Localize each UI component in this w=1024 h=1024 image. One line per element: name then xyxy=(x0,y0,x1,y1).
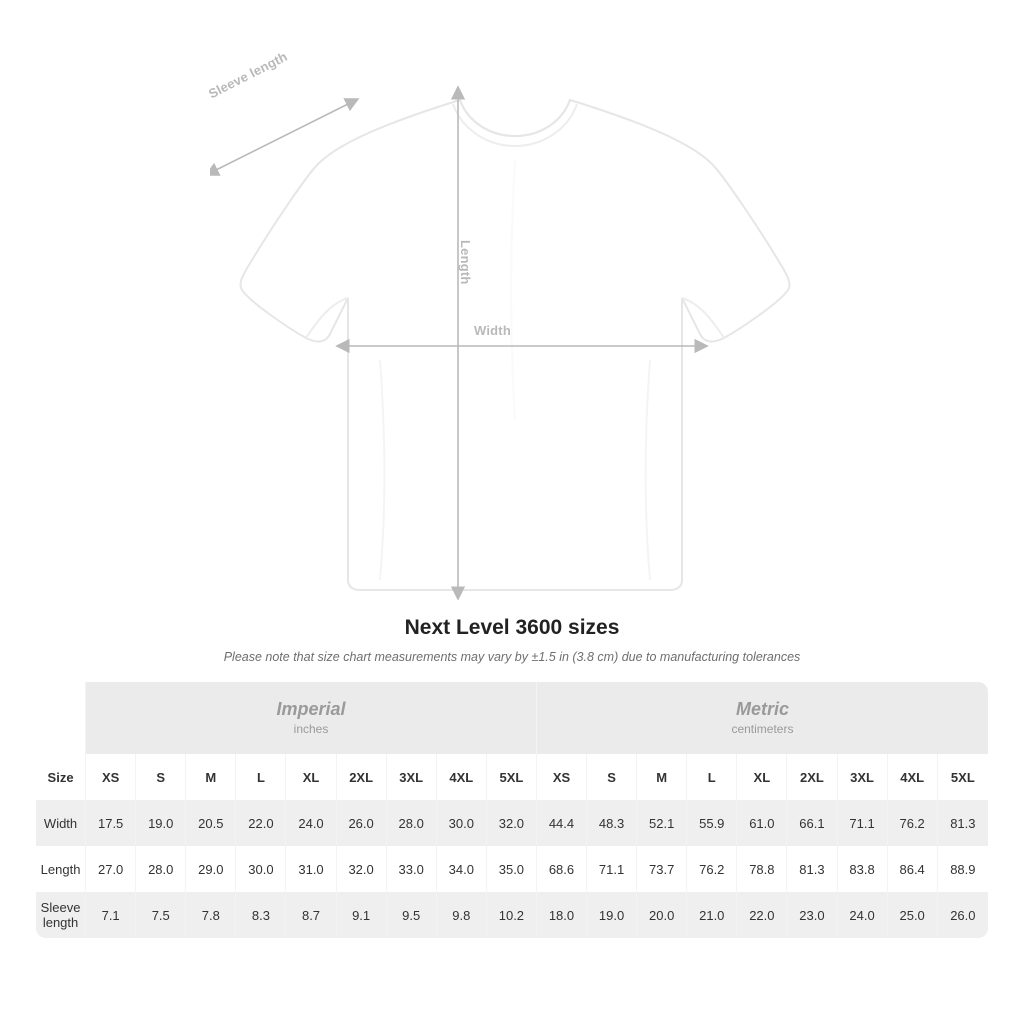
system-header-imperial xyxy=(86,682,537,754)
size-header-metric-2xl: 2XL xyxy=(787,754,837,800)
cell-width-metric-l: 55.9 xyxy=(687,800,737,846)
size-header-metric-l: L xyxy=(687,754,737,800)
cell-length-imperial-m: 29.0 xyxy=(186,846,236,892)
cell-width-imperial-xl: 24.0 xyxy=(286,800,336,846)
cell-length-metric-xl: 78.8 xyxy=(737,846,787,892)
size-header-imperial-m: M xyxy=(186,754,236,800)
cell-width-imperial-m: 20.5 xyxy=(186,800,236,846)
cell-length-imperial-l: 30.0 xyxy=(236,846,286,892)
system-unit-imperial: inches xyxy=(293,721,329,736)
row-label-sleeve-length: Sleeve length xyxy=(36,892,86,938)
size-header-metric-m: M xyxy=(637,754,687,800)
cell-sleeve-imperial-2xl: 9.1 xyxy=(337,892,387,938)
size-header-imperial-4xl: 4XL xyxy=(437,754,487,800)
sleeve-length-dimension-label: Sleeve length xyxy=(206,48,290,102)
cell-sleeve-imperial-5xl: 10.2 xyxy=(487,892,537,938)
size-header-imperial-s: S xyxy=(136,754,186,800)
cell-length-imperial-xl: 31.0 xyxy=(286,846,336,892)
cell-sleeve-metric-xl: 22.0 xyxy=(737,892,787,938)
size-header-metric-xl: XL xyxy=(737,754,787,800)
cell-length-metric-m: 73.7 xyxy=(637,846,687,892)
cell-width-metric-3xl: 71.1 xyxy=(838,800,888,846)
cell-length-metric-l: 76.2 xyxy=(687,846,737,892)
size-header-imperial-xl: XL xyxy=(286,754,336,800)
cell-length-imperial-2xl: 32.0 xyxy=(337,846,387,892)
cell-width-imperial-4xl: 30.0 xyxy=(437,800,487,846)
tolerance-note: Please note that size chart measurements may vary by ±1.5 in (3.8 cm) due to manufacturing tolerances xyxy=(223,650,801,664)
cell-width-imperial-2xl: 26.0 xyxy=(337,800,387,846)
cell-width-imperial-s: 19.0 xyxy=(136,800,186,846)
tshirt-graphic xyxy=(210,60,820,600)
cell-width-imperial-3xl: 28.0 xyxy=(387,800,437,846)
tshirt-svg xyxy=(210,60,820,600)
cell-width-metric-2xl: 66.1 xyxy=(787,800,837,846)
size-header-row xyxy=(36,754,988,800)
cell-sleeve-metric-m: 20.0 xyxy=(637,892,687,938)
table-corner-cell xyxy=(36,682,86,754)
row-label-width: Width xyxy=(36,800,86,846)
cell-sleeve-imperial-3xl: 9.5 xyxy=(387,892,437,938)
size-header-imperial-3xl: 3XL xyxy=(387,754,437,800)
row-label-length: Length xyxy=(36,846,86,892)
cell-length-metric-4xl: 86.4 xyxy=(888,846,938,892)
size-header-metric-xs: XS xyxy=(537,754,587,800)
cell-sleeve-metric-l: 21.0 xyxy=(687,892,737,938)
cell-sleeve-metric-s: 19.0 xyxy=(587,892,637,938)
cell-width-metric-xs: 44.4 xyxy=(537,800,587,846)
cell-sleeve-metric-5xl: 26.0 xyxy=(938,892,988,938)
cell-sleeve-metric-2xl: 23.0 xyxy=(787,892,837,938)
cell-sleeve-imperial-s: 7.5 xyxy=(136,892,186,938)
cell-sleeve-metric-4xl: 25.0 xyxy=(888,892,938,938)
size-header-label: Size xyxy=(36,754,86,800)
cell-length-metric-xs: 68.6 xyxy=(537,846,587,892)
table-row xyxy=(36,892,988,938)
size-chart-table xyxy=(36,682,988,938)
cell-length-metric-5xl: 88.9 xyxy=(938,846,988,892)
cell-sleeve-imperial-l: 8.3 xyxy=(236,892,286,938)
system-name-metric: Metric xyxy=(735,699,789,720)
cell-sleeve-imperial-xl: 8.7 xyxy=(286,892,336,938)
size-header-metric-3xl: 3XL xyxy=(838,754,888,800)
cell-width-imperial-xs: 17.5 xyxy=(86,800,136,846)
system-name-imperial: Imperial xyxy=(276,699,346,720)
chart-header xyxy=(0,616,1024,664)
system-unit-metric: centimeters xyxy=(731,721,794,736)
size-chart-table-wrapper xyxy=(36,682,988,938)
cell-width-imperial-l: 22.0 xyxy=(236,800,286,846)
size-header-imperial-l: L xyxy=(236,754,286,800)
cell-sleeve-metric-xs: 18.0 xyxy=(537,892,587,938)
size-header-imperial-2xl: 2XL xyxy=(337,754,387,800)
size-header-imperial-xs: XS xyxy=(86,754,136,800)
cell-width-metric-4xl: 76.2 xyxy=(888,800,938,846)
page-title: Next Level 3600 sizes xyxy=(404,616,620,639)
cell-length-imperial-xs: 27.0 xyxy=(86,846,136,892)
cell-sleeve-imperial-4xl: 9.8 xyxy=(437,892,487,938)
size-header-metric-4xl: 4XL xyxy=(888,754,938,800)
system-header-row xyxy=(36,682,988,754)
cell-width-metric-m: 52.1 xyxy=(637,800,687,846)
cell-sleeve-metric-3xl: 24.0 xyxy=(838,892,888,938)
size-header-imperial-5xl: 5XL xyxy=(487,754,537,800)
length-dimension-label: Length xyxy=(458,240,473,285)
table-row xyxy=(36,846,988,892)
cell-sleeve-imperial-xs: 7.1 xyxy=(86,892,136,938)
table-row xyxy=(36,800,988,846)
cell-width-imperial-5xl: 32.0 xyxy=(487,800,537,846)
cell-length-metric-2xl: 81.3 xyxy=(787,846,837,892)
cell-length-metric-3xl: 83.8 xyxy=(838,846,888,892)
cell-length-imperial-3xl: 33.0 xyxy=(387,846,437,892)
cell-length-metric-s: 71.1 xyxy=(587,846,637,892)
width-dimension-label: Width xyxy=(474,323,511,338)
cell-width-metric-s: 48.3 xyxy=(587,800,637,846)
cell-length-imperial-s: 28.0 xyxy=(136,846,186,892)
size-header-metric-s: S xyxy=(587,754,637,800)
system-header-metric xyxy=(537,682,988,754)
cell-width-metric-xl: 61.0 xyxy=(737,800,787,846)
cell-length-imperial-5xl: 35.0 xyxy=(487,846,537,892)
size-header-metric-5xl: 5XL xyxy=(938,754,988,800)
cell-width-metric-5xl: 81.3 xyxy=(938,800,988,846)
cell-length-imperial-4xl: 34.0 xyxy=(437,846,487,892)
cell-sleeve-imperial-m: 7.8 xyxy=(186,892,236,938)
